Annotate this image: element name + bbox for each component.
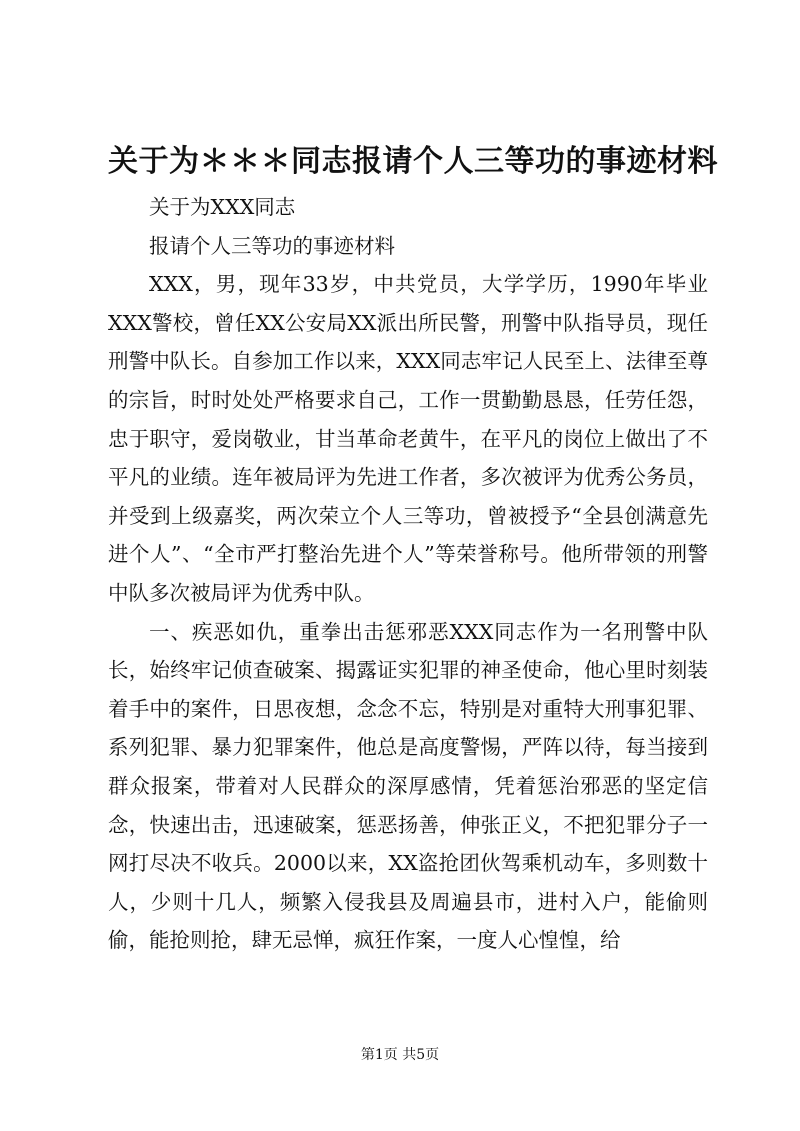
section-one-paragraph: 一、疾恶如仇，重拳出击惩邪恶XXX同志作为一名刑警中队长，始终牢记侦查破案、揭露证实犯罪的神圣使命，他心里时刻装着手中的案件，日思夜想，念念不忘，特别是对重特大刑事犯罪、系列犯罪、暴力犯罪案件，他总是高度警惕，严阵以待，每当接到群众报案，带着对人民群众的深厚感情，凭着惩治邪恶的坚定信念，快速出击，迅速破案，惩恶扬善，伸张正义，不把犯罪分子一网打尽决不收兵。2000以来，XX盗抢团伙驾乘机动车，多则数十人，少则十几人，频繁入侵我县及周遍县市，进村入户，能偷则偷，能抢则抢，肆无忌惮，疯狂作案，一度人心惶惶，给: [108, 619, 708, 953]
page-number-footer: 第1页 共5页: [360, 1047, 440, 1063]
intro-paragraph: XXX，男，现年33岁，中共党员，大学学历，1990年毕业XXX警校，曾任XX公安局XX派出所民警，刑警中队指导员，现任刑警中队长。自参加工作以来，XXX同志牢记人民至上、法律至尊的宗旨，时时处处严格要求自己，工作一贯勤勤恳恳，任劳任怨，忠于职守，爱岗敬业，甘当革命老黄牛，在平凡的岗位上做出了不平凡的业绩。连年被局评为先进工作者，多次被评为优秀公务员，并受到上级嘉奖，两次荣立个人三等功，曾被授予“全县创满意先进个人”、“全市严打整治先进个人”等荣誉称号。他所带领的刑警中队多次被局评为优秀中队。: [108, 272, 708, 605]
subtitle-line-2: 报请个人三等功的事迹材料: [149, 233, 395, 258]
subtitle-line-1: 关于为XXX同志: [149, 195, 296, 219]
document-title: 关于为＊＊＊同志报请个人三等功的事迹材料: [108, 144, 718, 179]
document-body: [108, 188, 708, 960]
